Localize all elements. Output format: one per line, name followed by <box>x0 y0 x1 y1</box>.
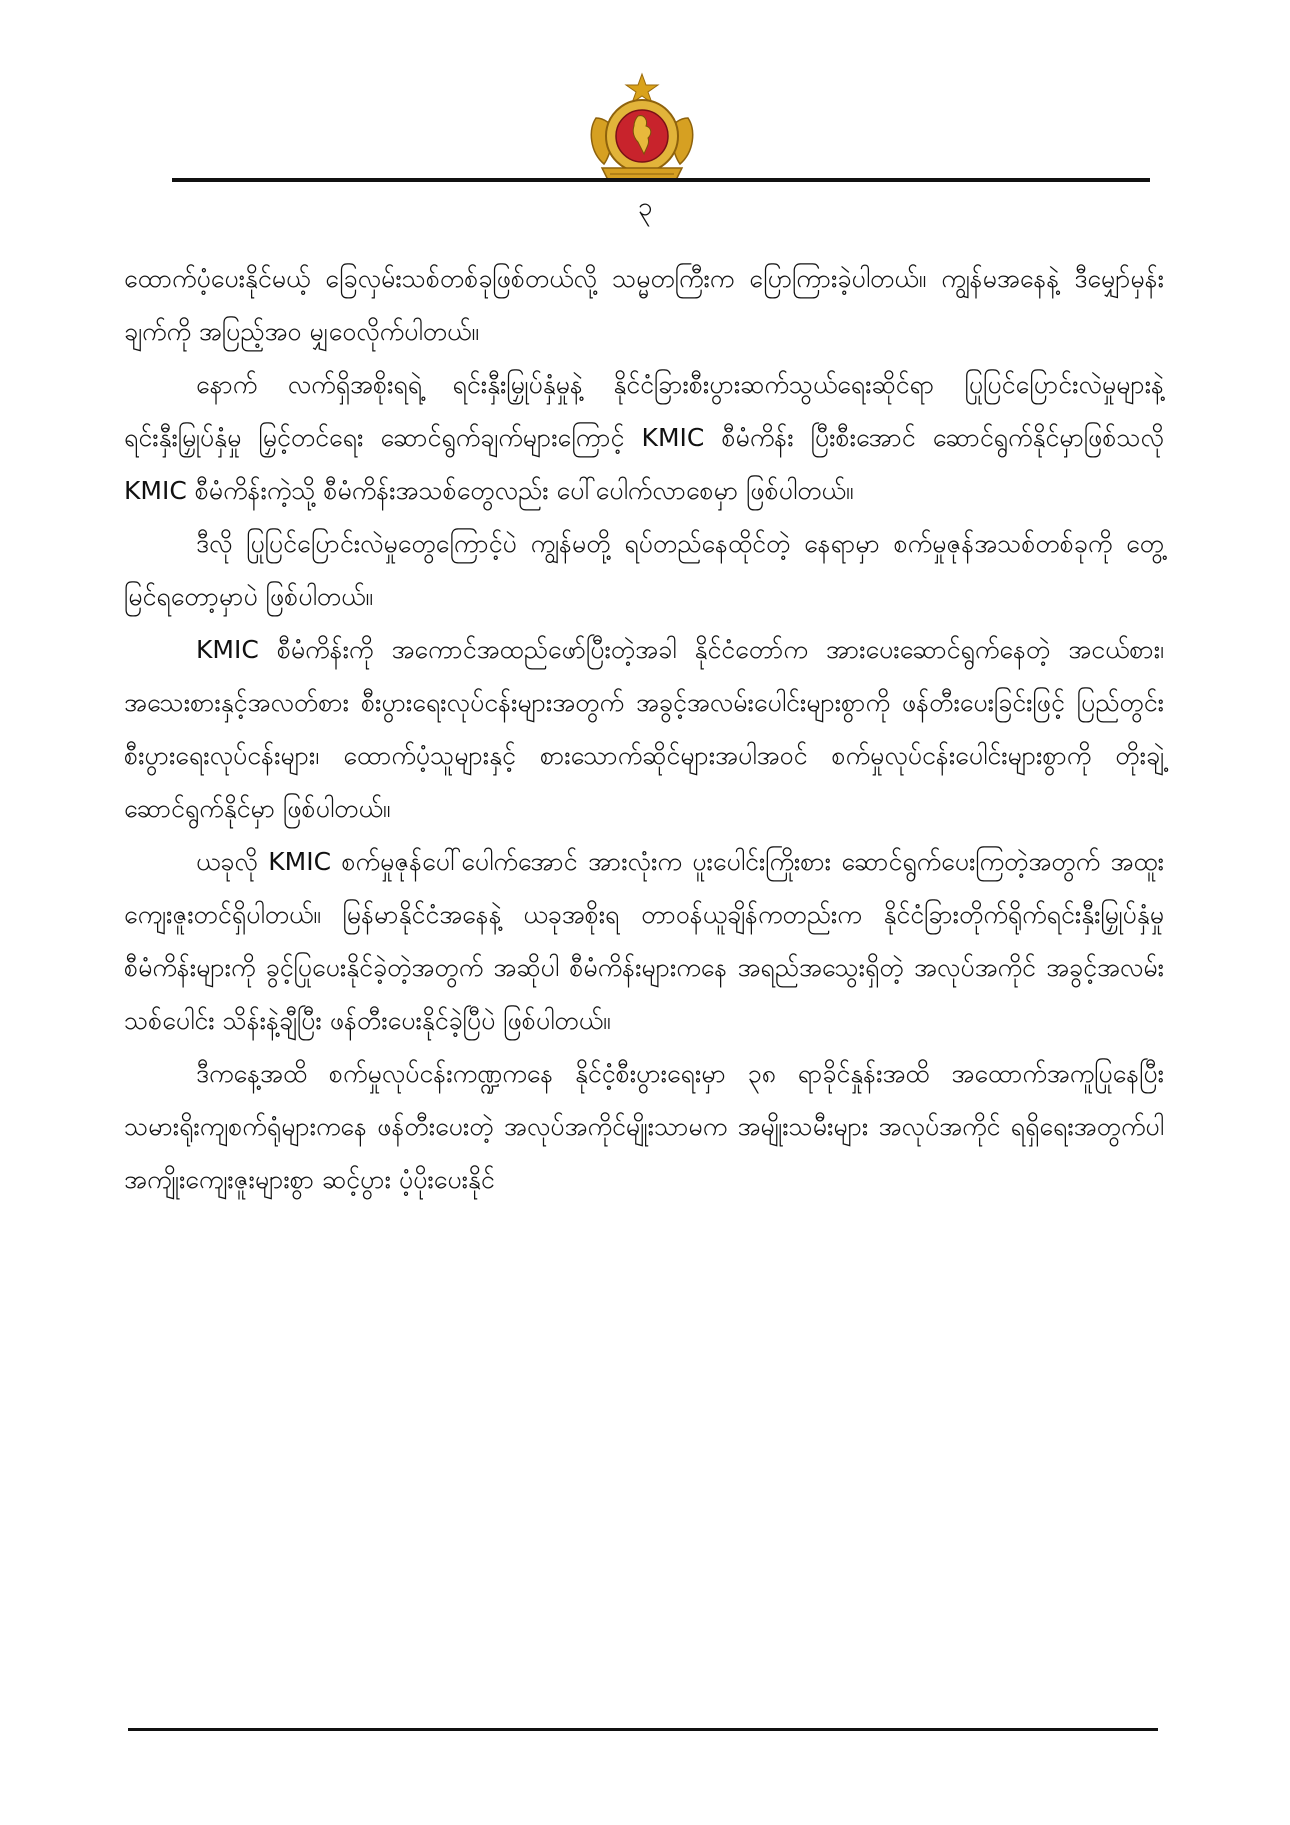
paragraph-4: KMIC စီမံကိန်းကို အကောင်အထည်ဖော်ပြီးတဲ့အခါ နိုင်ငံတော်က အားပေးဆောင်ရွက်နေတဲ့ အငယ်စား၊ အသေးစားနှင့်အလတ်စား စီးပွားရေးလုပ်ငန်းများအတွက် အခွင့်အလမ်းပေါင်းများစွာကို ဖန်တီးပေးခြင်းဖြင့် ပြည်တွင်းစီးပွားရေးလုပ်ငန်းများ၊ ထောက်ပံ့သူများနှင့် စားသောက်ဆိုင်များအပါအဝင် စက်မှုလုပ်ငန်းပေါင်းများစွာကို တိုးချဲ့ဆောင်ရွက်နိုင်မှာ ဖြစ်ပါတယ်။ <box>124 635 1164 823</box>
page-number: ၃ <box>637 192 653 222</box>
paragraph-2: နောက် လက်ရှိအစိုးရရဲ့ ရင်းနှီးမြှုပ်နှံမှုနဲ့ နိုင်ငံခြားစီးပွားဆက်သွယ်ရေးဆိုင်ရာ ပြုပြင်ပြောင်းလဲမှုများနဲ့ ရင်းနှီးမြှုပ်နှံမှု မြှင့်တင်ရေး ဆောင်ရွက်ချက်များကြောင့် KMIC စီမံကိန်း ပြီးစီးအောင် ဆောင်ရွက်နိုင်မှာဖြစ်သလို KMIC စီမံကိန်းကဲ့သို့ စီမံကိန်းအသစ်တွေလည်း ပေါ်ပေါက်လာစေမှာ ဖြစ်ပါတယ်။ <box>124 370 1164 505</box>
paragraph-6: ဒီကနေ့အထိ စက်မှုလုပ်ငန်းကဏ္ဍကနေ နိုင်ငံ့စီးပွားရေးမှာ ၃၈ ရာခိုင်နှုန်းအထိ အထောက်အကူပြုနေပြီး သမားရိုးကျစက်ရုံများကနေ ဖန်တီးပေးတဲ့ အလုပ်အကိုင်မျိုးသာမက အမျိုးသမီးများ အလုပ်အကိုင် ရရှိရေးအတွက်ပါ အကျိုးကျေးဇူးများစွာ ဆင့်ပွား ပံ့ပိုးပေးနိုင် <box>124 1059 1164 1194</box>
paragraph-3: ဒီလို ပြုပြင်ပြောင်းလဲမှုတွေကြောင့်ပဲ ကျွန်မတို့ ရပ်တည်နေထိုင်တဲ့ နေရာမှာ စက်မှုဇုန်အသစ်တစ်ခုကို တွေ့မြင်ရတော့မှာပဲ ဖြစ်ပါတယ်။ <box>124 529 1164 611</box>
paragraph-1: ထောက်ပံ့ပေးနိုင်မယ့် ခြေလှမ်းသစ်တစ်ခုဖြစ်တယ်လို့ သမ္မတကြီးက ပြောကြားခဲ့ပါတယ်။ ကျွန်မအနေနဲ့ ဒီမျှော်မှန်းချက်ကို အပြည့်အဝ မျှဝေလိုက်ပါတယ်။ <box>124 264 1164 346</box>
state-seal-icon <box>582 72 702 184</box>
header-divider <box>172 178 1150 182</box>
document-body <box>124 252 1164 1206</box>
paragraph-5: ယခုလို KMIC စက်မှုဇုန်ပေါ်ပေါက်အောင် အားလုံးက ပူးပေါင်းကြိုးစား ဆောင်ရွက်ပေးကြတဲ့အတွက် အထူးကျေးဇူးတင်ရှိပါတယ်။ မြန်မာနိုင်ငံအနေနဲ့ ယခုအစိုးရ တာဝန်ယူချိန်ကတည်းက နိုင်ငံခြားတိုက်ရိုက်ရင်းနှီးမြှုပ်နှံမှု စီမံကိန်းများကို ခွင့်ပြုပေးနိုင်ခဲ့တဲ့အတွက် အဆိုပါ စီမံကိန်းများကနေ အရည်အသွေးရှိတဲ့ အလုပ်အကိုင် အခွင့်အလမ်းသစ်ပေါင်း သိန်းနဲ့ချီပြီး ဖန်တီးပေးနိုင်ခဲ့ပြီပဲ ဖြစ်ပါတယ်။ <box>124 847 1164 1035</box>
footer-divider <box>128 1728 1158 1731</box>
